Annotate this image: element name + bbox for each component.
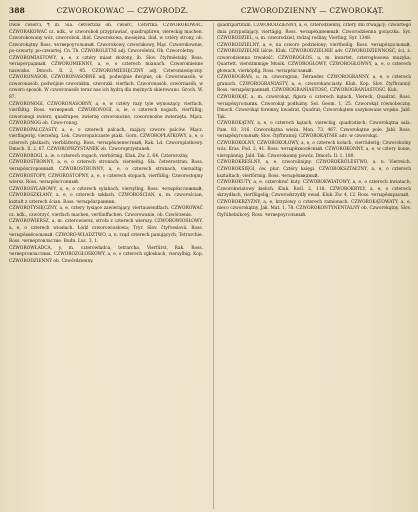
right-paragraph: CZWOROKĄTNY, a, e, o czterech kątach, viereckig, quadratisch; Czworokątna sala. Pam. 83, 316. Czworokątna wieża. Mon. 73, 467. Czworokątne pole. Jabł. Ross. четырёхугольный; Slov. čtyřhranný. CZWOROKĄTNIE adv. w czworokąt. — [217, 121, 411, 140]
right-paragraph: quadripartitum. CZWORODZIENNY, a, e, czterodzienny, cztéry dni trwający; czwartego dnia przypadający, viertägig. Ross. четырёхдневный. Czworodzienna gorączka. Syr. CZWORODZIEL, u, m. czworodziel, rodzaj rośliny, Vierling, Syr. 1348. — [217, 23, 411, 42]
left-paragraph: CZWOROSTRONNY, a, e, o czterech stronach; vierseitig. Sla. četverostran. Ross. четырёхсторонный. CZWOROSTRUNNY, a, e, o czterech strunach, viersaitig; CZWOROSTOPY, CZWOROSTOPNY, a, e, o czterech stopach, vierfüßig; Czworostopny wiersz. Ross. четырёхстопный. — [9, 160, 203, 186]
header-right-title: CZWORODZIENNY — CZWOROKĄT. — [240, 6, 385, 15]
right-paragraph: CZWORODZIELNY, a, e, na czworo podzielony; viertheilig. Ross. четырёхдольный. CZWORODZIELNE liście. Kluk. CZWORODZIELNIE adv. CZWORODZIENNOŚĆ, ści, ż. czworodzienna trwałość. CZWOROGŁOS, u, m. kwartet, czterogłosowa muzyka; Quartett, vierstimmige Musik. CZWOROGŁOWY, CZWOROGŁOWNY, a, e, o czterech głowach, vierköpfig. Ross. четырёхглавый. — [217, 42, 411, 74]
header-left-title: CZWOROKOWAC — CZWORODZ. — [56, 6, 189, 15]
right-paragraph: CZWOROKĄT, a, m. czworokąt, figura o czterech kątach, Viereck, Quadrat. Ross. четырёхугольник. Czworokąt podłużny. Sol. Geom. 1, 25. Czworokąt równoboczny. Dmoch. Czworokąt foremny, kwadrat, Quadrat; Czworokątem uszykowane wojsko. Jabł. Tak. — [217, 95, 411, 120]
right-paragraph: CZWOROKRZYŻNY, a, e, krzyżowy o czterech ramionach. CZWOROKĄTOWATY, a, e, nieco czworokątny, Jak. Mat. 1, 78. CZWOROKONTYNENTALNY ob. Czworokątny. Slov. čtyřúhelníkový. Ross. четвероугольный. — [217, 199, 411, 218]
left-paragraph: CZWOROMIASTOWY, a, e, z cztéry miast złożony, ib. Slov. čtyřměstský. Ross. четыреградный. CZWOROMIENNY, a, e, o czterech mianach. Czworomienne nazwisko. Dmoch. Il. 2, 45. CZWOROMIESIĘCZNY adj. Czteromiesięczny. CZWORONASOB, CZWORONASOBNE adj. podwójnie dwójnie, ob. Czworonasób; w czworonasób, podwójnie czworakim, czworaki. vierfach. Czworonasób, czwórnasób, w czworo sposób. W czworonasób teraz nas ich hydrą dla mężnych skierowano. Groch. W. 87. — [9, 55, 203, 101]
running-header — [9, 6, 411, 21]
right-paragraph: CZWOROGRAN, u, m. czworogran, Tetraeder. CZWOROGRANNY, a, e, o czterech granach. CZWOROGRANIASTY, a, e, czworokanciasty. Kluk. Kop. Slov. čtyřhranný. Ross. четырёхгранный. CZWOROGRANIASTOSĆ, CZWOROGRANIASTOSC. Kuh. — [217, 75, 411, 94]
left-paragraph: CZWOROTYSIĘCZNY, a, e, cztery tysiące zawierający, viertausendfach. CZWOROWAĆ cz. ndk., czwórzyć, vierfach machen, verfünffachen. Czworowanie, ob. Czwórzenie. — [9, 206, 203, 218]
page-number: 388 — [9, 6, 26, 15]
left-paragraph: CZWOROWŁADCA, y, m. czterowładca, tetrarcha, Vierfürst, Rak. Ross. четвертовластник. CZWOROZGŁOSKOWY, a, e, o czterech zgłoskach, viersylbig. Kop. CZWORODZIENNY ob. Czwórdzienny. — [9, 245, 203, 264]
left-column — [9, 23, 206, 509]
left-paragraph: CZWOROSYLABOWY, a, e, o czterech sylabach, viersylbig. Ross. четырёхсложный. CZWOROSZKŁANY, a, e, o czterech szkłach. CZWOROŚCIAN, u, m. czworościan, kształt z czterech ścian. Ross. четырёхгранник. — [9, 186, 203, 205]
left-paragraph: Dwie ćwierci, ¶ ib. Sla. četvertina ob. ćwierć, Četvrtka. CZWOROKOWAC, CZWORAKOWAĆ cz. ndk., w czworobok przyprawiać, quadrupliren, viereckig machen. Czworokowany wóz, czworobok, ibid. Czworokowa, mosiężna, ibid. w cztéry strony, ob. Czworokątny. Ross. четвероугольный. Czworokowy, czworakowy, Mąc. Czworokownie, po-czwarty, po-czwartej. Cn. Th. CZWOROLETNI adj. Czworoletni, Ob. Czworoletny. — [9, 23, 203, 55]
left-paragraph: CZWORONOGI, CZWORONASOBNY, a, e, w cztéry razy tyle wynoszący, vierfach, vierfältig. Ross. четверной. CZWORONOGI, a, ie, o czterech nogach, vierfüßig; czworonogi zwierz, quadrupes; zwierzę czworonożne, czworonożne zwierzęta. Mącz. CZWORONOG ob. Czwo-ronog. — [9, 101, 203, 127]
left-paragraph: CZWOROROGI, a, ie, o czterech rogach, vierhörnig. Kluk. Zw. 2, 64. Czterorożny. — [9, 153, 189, 159]
right-paragraph: CZWOROKREŚLNY, a, e, czworolinijny. CZWOROKRÓLESTWO, a, n. Vierreich. CZWOROKSIĘGI, ów, plur. Cztéry księgi. CZWOROKSZTAŁTNY, a, e, o czterech kształtach; vierförmig. Ross. четырёхвидный. — [217, 160, 411, 179]
left-paragraph: CZWOROWIERSZ, a, m. czterowiersz, strofa z czterech wierszy. CZWOROWIOSŁOWY, a, e, o czterech wiosłach. Łódź czworowiosłowa; Tryr. Slov. čtyřveslová. Ross. четырёхвёсельный. CZWORO-WŁADZTWO, a, n. rząd czterech panujących, Tetrarchie. Ross. четвертовластие. Budn. Luc. 3, 1. — [9, 219, 203, 245]
right-column — [213, 23, 411, 509]
right-paragraph: CZWOROKUTY, a, e, czterokroć kuty. CZWOROKWIATOWY, a, e, o czterech kwiatach; Czworokwiatowy kielich. Kluk. Rośl. 2, 118. CZWOROKRYŁY, a, e, o czterech skrzydłach, vierflügelig; Czworoskrzydły owad. Kluk. Zw. 4, 12. Ross. четырёхкрылый. — [217, 180, 411, 199]
right-paragraph: CZWOROKOLNY, CZWOROKOŁOWY, a, e, o czterech kołach, vierräderig; Czworokolny wóz. Kras. Pod. 2, 41. Ross. четырёхколёсный. CZWOROKONNY, a, e, w cztery konie, vierspännig. Jabł. Tak. Czworokonny powóz. Dmoch. Il. 1, 180. — [217, 140, 411, 159]
left-paragraph: CZWOROPALCZASTY, a, e, o czterech palcach, mający czworo palców. Mącz. vierfingerig, vierzehig. Lek. Czworopalczaste ptaki. Gorn. CZWOROPŁATKOWY, a, e, o czterech płatkach; vierblätterig. Ross. четырёхлепестный, Rak. Ld. Czworoplatkowy. Dmoch. Il. 2, 67. CZWOROPRZYSTANEK ob. Czworoprzystanek. — [9, 127, 203, 153]
text-columns — [9, 23, 411, 509]
